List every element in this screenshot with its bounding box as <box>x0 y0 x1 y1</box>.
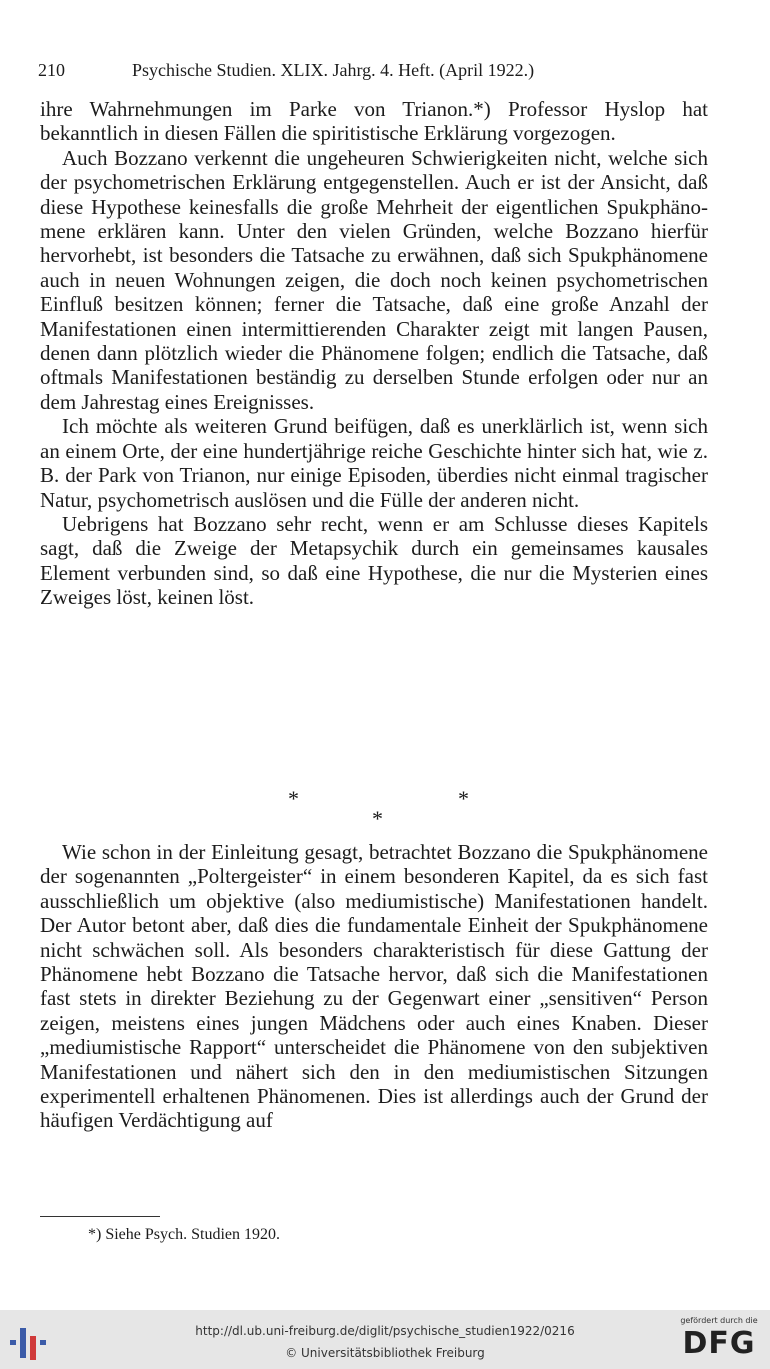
separator-star: * <box>288 786 299 811</box>
dfg-wordmark: DFG <box>682 1326 756 1361</box>
running-title: Psychische Studien. XLIX. Jahrg. 4. Heft. (April 1922.) <box>132 60 535 80</box>
section-separator <box>0 782 770 832</box>
separator-star: * <box>372 806 383 831</box>
body-text-section-2 <box>40 840 708 1133</box>
paragraph: Wie schon in der Einleitung gesagt, betrachtet Bozzano die Spukphänomene der sogenannten „Poltergeister“ in einem besonderen Kapitel, da es sich fast ausschließlich um objektive (also mediumistische) Manifestationen handelt. Der Autor betont aber, daß dies die fundamentale Einheit der Spukphänomene nicht schwächen soll. Als besonders charakteristisch für diese Gattung der Phänomene hebt Bozzano die Tatsache hervor, daß sich die Manifestationen fast stets in direkter Beziehung zu der Gegenwart einer „sensitiven“ Person zeigen, meistens eines jungen Mädchens oder auch eines Knaben. Dieser „mediumistische Rapport“ unterscheidet die Phänomene von den subjektiven Manifestationen und nähert sich den in den mediumistischen Sitzungen experimentell erhaltenen Phänomenen. Dies ist allerdings auch der Grund der häufigen Verdächtigung auf <box>40 840 708 1133</box>
dfg-tagline: gefördert durch die <box>680 1316 758 1325</box>
body-text <box>40 97 708 610</box>
paragraph: Auch Bozzano verkennt die ungeheuren Schwierigkeiten nicht, welche sich der psychometrischen Erklärung entgegenstellen. Auch er ist der Ansicht, daß diese Hypothese keinesfalls die große Mehrheit der eigentlichen Spukphänomene erklären kann. Unter den vielen Gründen, welche Bozzano hierfür hervorhebt, ist besonders die Tatsache zu erwähnen, daß sich Spukphänomene auch in neuen Wohnungen zeigen, die doch noch keinen psychometrischen Einfluß besitzen können; ferner die Tatsache, daß eine große Anzahl der Manifestationen einen intermittierenden Charakter zeigt mit langen Pausen, denen dann plötzlich wieder die Phänomene folgen; endlich die Tatsache, daß oftmals Manifestationen beständig zu derselben Stunde erfolgen oder nur an dem Jahrestag eines Ereignisses. <box>40 145 708 414</box>
footnote: *) Siehe Psych. Studien 1920. <box>88 1226 280 1243</box>
viewer-footer <box>0 1310 770 1369</box>
paragraph: Ich möchte als weiteren Grund beifügen, daß es unerklärlich ist, wenn sich an einem Orte, der eine hundertjährige reiche Geschichte hinter sich hat, wie z. B. der Park von Trianon, nur einige Episoden, überdies nicht einmal tragischer Natur, psychometrisch auslösen und die Fülle der anderen nicht. <box>40 414 708 512</box>
paragraph: Uebrigens hat Bozzano sehr recht, wenn er am Schlusse dieses Kapitels sagt, daß die Zweige der Metapsychik durch ein gemeinsames kausales Element verbunden sind, so daß eine Hypothese, die nur die Mysterien eines Zweiges löst, keinen löst. <box>40 511 708 610</box>
paragraph: ihre Wahrnehmungen im Parke von Trianon.*) Professor Hyslop hat bekanntlich in diesen Fällen die spiritistische Erklärung vorgezogen. <box>40 97 708 146</box>
document-url[interactable]: http://dl.ub.uni-freiburg.de/diglit/psychische_studien1922/0216 <box>195 1324 575 1338</box>
dfg-logo <box>676 1316 762 1366</box>
running-header <box>38 56 710 86</box>
page-number: 210 <box>38 60 65 80</box>
separator-star: * <box>458 786 469 811</box>
copyright-notice: © Universitätsbibliothek Freiburg <box>285 1346 485 1360</box>
footnote-rule <box>40 1216 160 1217</box>
